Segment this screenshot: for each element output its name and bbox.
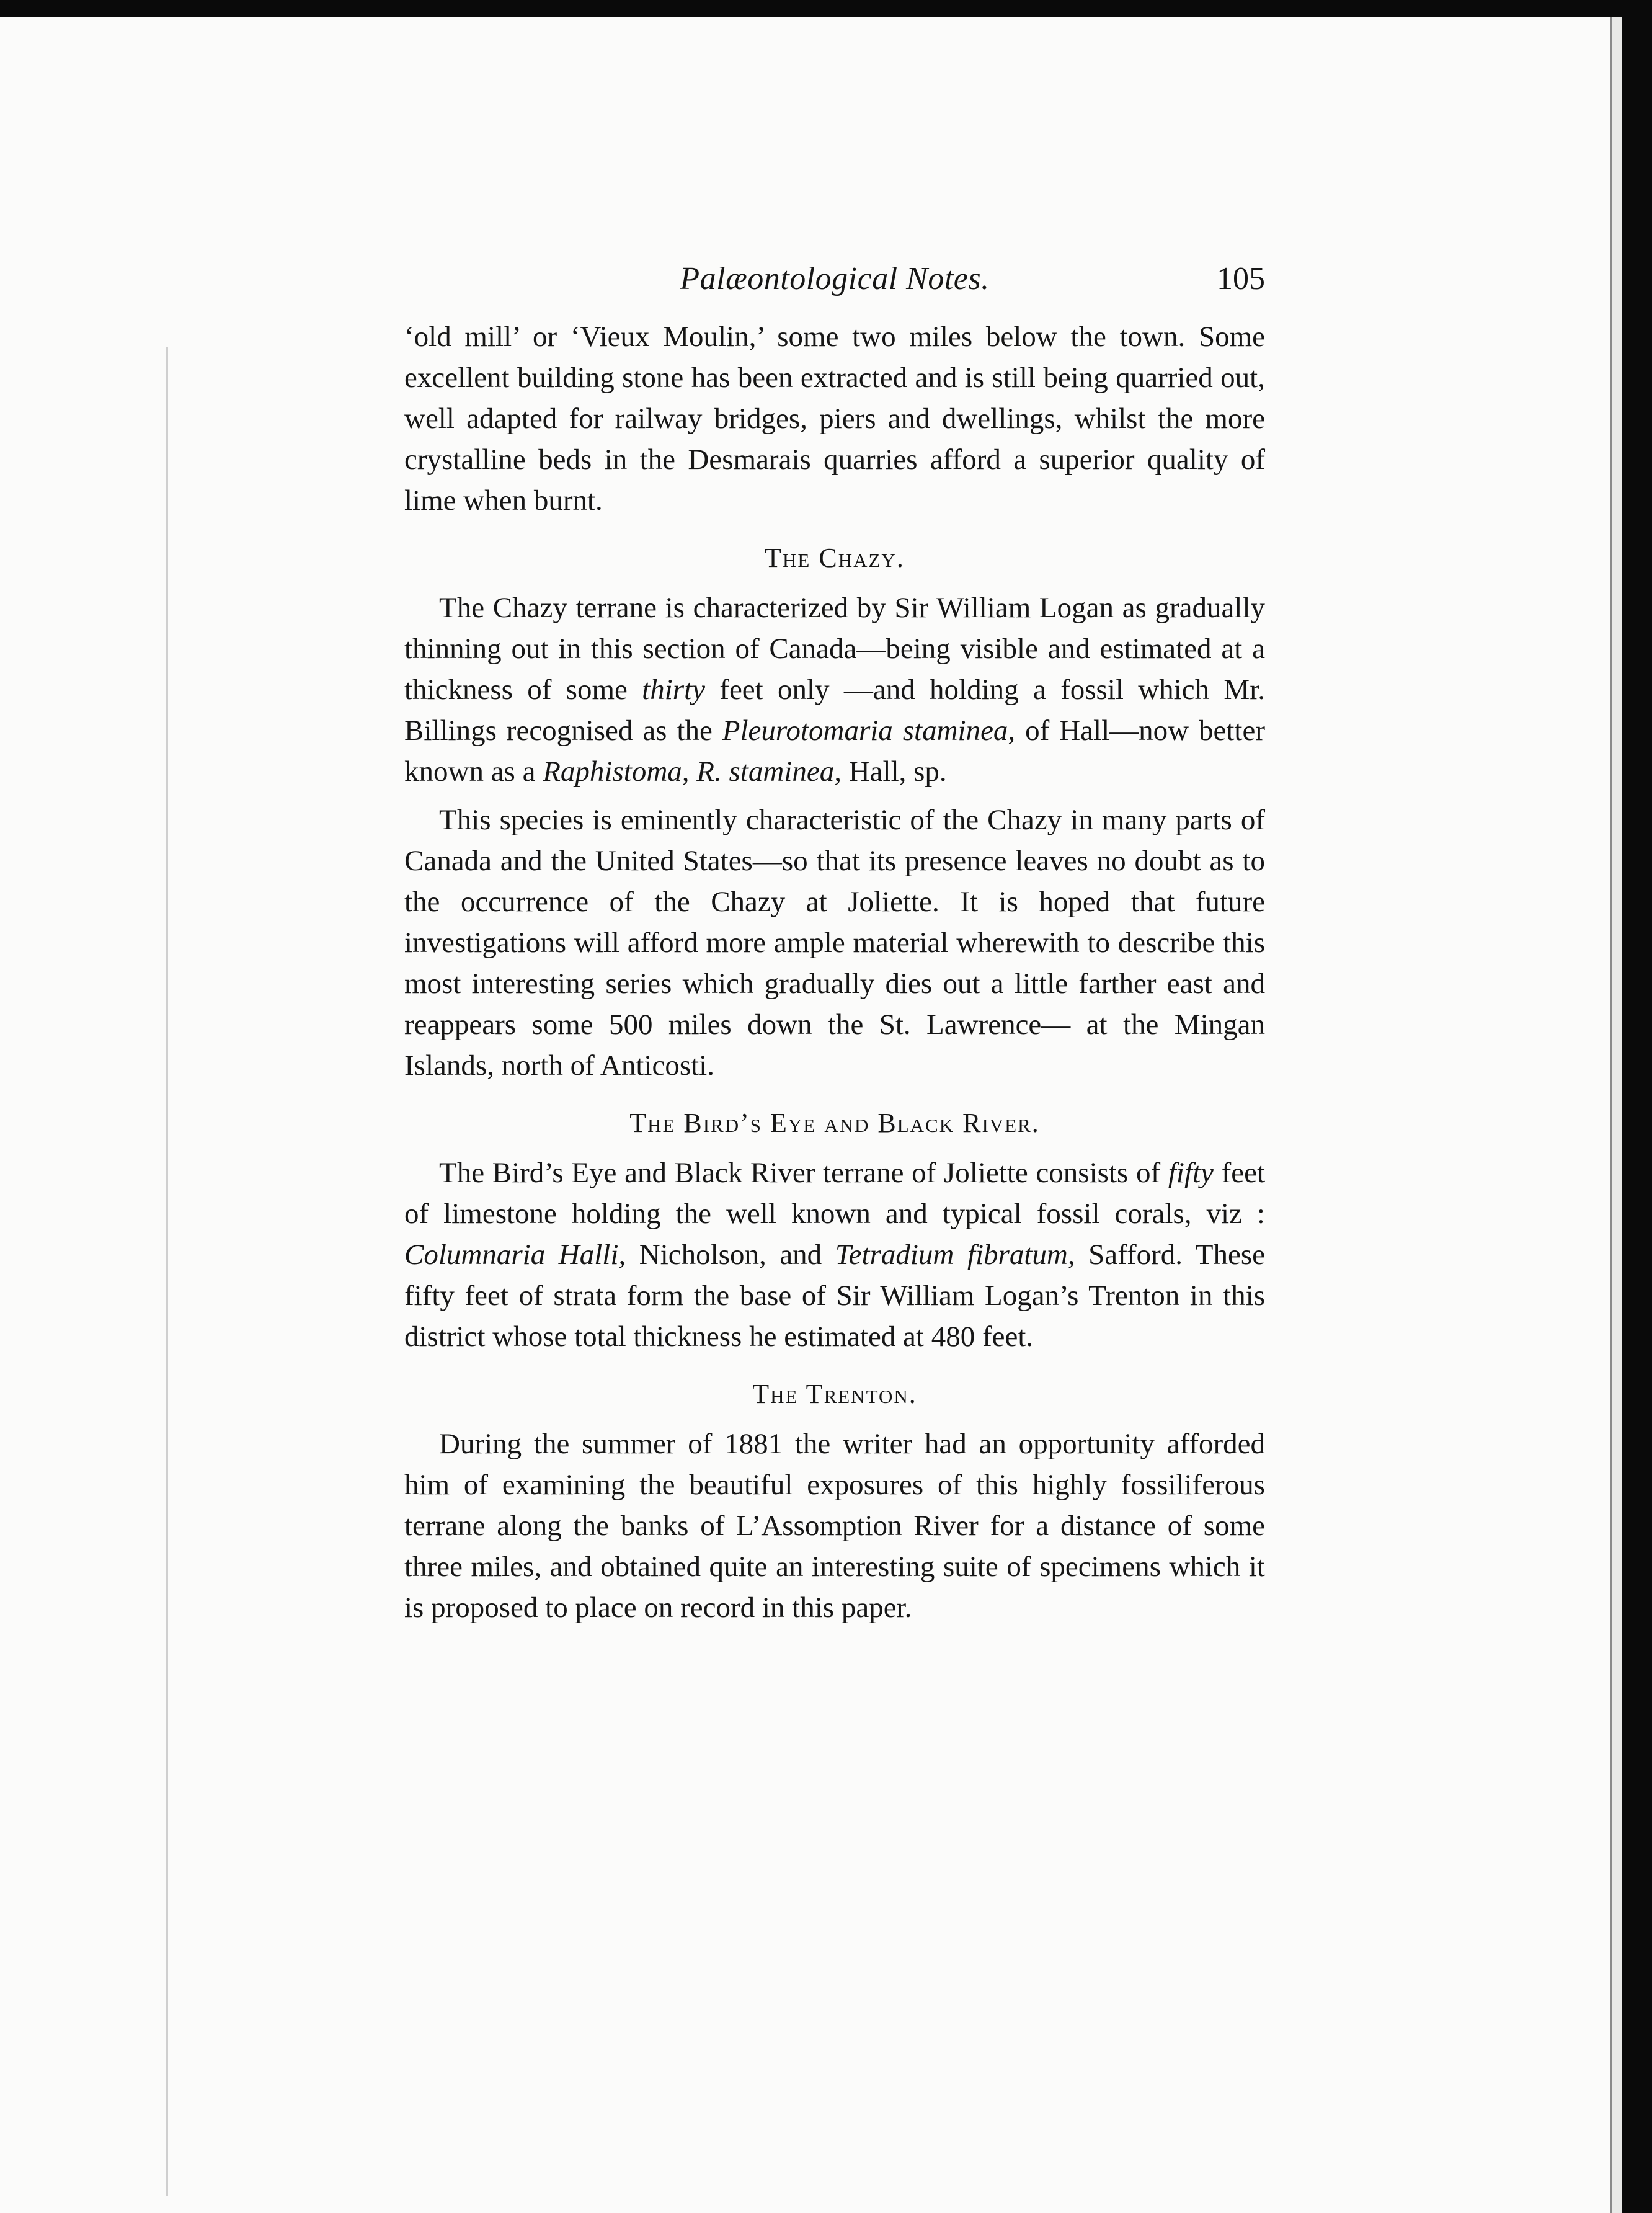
body-content <box>404 316 1265 1628</box>
paragraph <box>404 799 1265 1086</box>
section-heading: The Trenton. <box>752 1379 917 1409</box>
text-block <box>404 260 1265 1628</box>
text-run: ‘old mill’ or ‘Vieux Moulin,’ some two miles below the town. Some excellent building stone has been extracted and is still being quarried out, well adapted for railway bridges, piers and dwellings, whilst the more crystalline beds in the Desmarais quarries afford a superior quality of lime when burnt. <box>404 321 1265 517</box>
binding-shadow <box>166 347 168 2196</box>
paragraph <box>404 587 1265 792</box>
text-run: Nicholson, and <box>626 1239 835 1271</box>
running-title: Palæontological Notes. <box>680 261 990 296</box>
paragraph <box>404 316 1265 521</box>
text-run: During the summer of 1881 the writer had an opportunity afforded him of examining the beautiful exposures of this highly fossiliferous terrane along the banks of L’Assomption River for a distance of some three miles, and obtained quite an interesting suite of specimens which it is proposed to place on record in this paper. <box>404 1428 1265 1624</box>
italic-text: Raphistoma, R. staminea, <box>543 755 842 788</box>
italic-text: Pleurotomaria staminea, <box>722 715 1016 747</box>
section-heading: The Bird’s Eye and Black River. <box>629 1108 1040 1138</box>
text-run: The Chazy terrane is characterized by Sir William Logan as gradually thinning out in this section of Canada—being visible and estimated at a thickness of some <box>404 592 1265 706</box>
italic-text: thirty <box>642 674 705 706</box>
paragraph <box>404 1152 1265 1357</box>
page-number: 105 <box>1217 261 1265 296</box>
italic-text: Columnaria Halli, <box>404 1239 626 1271</box>
page-edge <box>1610 17 1622 2213</box>
section-heading: The Chazy. <box>765 543 905 573</box>
paragraph <box>404 1423 1265 1628</box>
text-run: Hall, sp. <box>841 755 947 788</box>
text-run: This species is eminently characteristic of the Chazy in many parts of Canada and the United States—so that its presence leaves no doubt as to the occurrence of the Chazy at Joliette. It is hoped that future investigations will afford more ample material wherewith to describe this most interesting series which gradually dies out a little farther east and reappears some 500 miles down the St. Lawrence— at the Mingan Islands, north of Anticosti. <box>404 804 1265 1082</box>
text-run: of Hall—now better known as a <box>404 715 1265 788</box>
italic-text: fifty <box>1168 1157 1214 1189</box>
text-run: Safford. These fifty feet of strata form the base of Sir William Logan’s Trenton in this district whose total thickness he estimated at 480 feet. <box>404 1239 1265 1353</box>
text-run: The Bird’s Eye and Black River terrane of Joliette consists of <box>439 1157 1168 1189</box>
running-head <box>404 260 1265 316</box>
text-run: feet only —and holding a fossil which Mr. Billings recognised as the <box>404 674 1265 747</box>
italic-text: Tetradium fibratum, <box>835 1239 1075 1271</box>
text-run: feet of limestone holding the well known and typical fossil corals, viz : <box>404 1157 1266 1230</box>
